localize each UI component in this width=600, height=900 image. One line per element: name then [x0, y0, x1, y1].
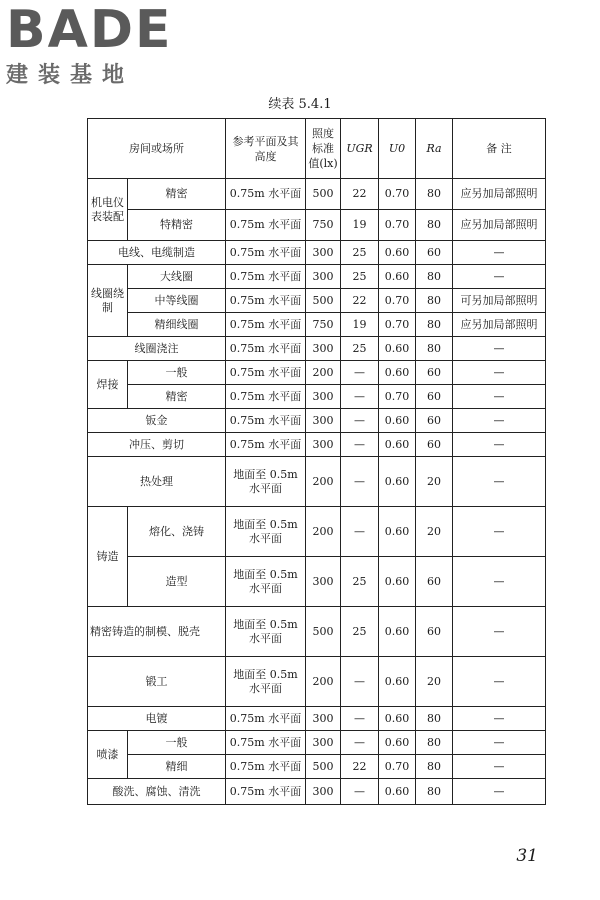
row-remark: —: [453, 265, 546, 289]
row-lux: 200: [306, 361, 341, 385]
row-remark: —: [453, 337, 546, 361]
row-name: 一般: [128, 361, 226, 385]
row-name: 大线圈: [128, 265, 226, 289]
lighting-standard-table: [87, 118, 546, 805]
table-row: [88, 755, 546, 779]
row-u0: 0.60: [379, 557, 416, 607]
row-remark: —: [453, 755, 546, 779]
row-plane: 0.75m 水平面: [226, 707, 306, 731]
row-lux: 300: [306, 265, 341, 289]
row-name: 精细: [128, 755, 226, 779]
row-remark: —: [453, 731, 546, 755]
row-ra: 80: [416, 337, 453, 361]
table-row: [88, 210, 546, 241]
row-lux: 300: [306, 241, 341, 265]
row-lux: 750: [306, 313, 341, 337]
row-plane: 0.75m 水平面: [226, 265, 306, 289]
row-u0: 0.70: [379, 210, 416, 241]
logo-subtitle: 建装基地: [6, 63, 135, 88]
row-u0: 0.60: [379, 731, 416, 755]
row-plane: 地面至 0.5m 水平面: [226, 607, 306, 657]
row-ra: 20: [416, 657, 453, 707]
header-plane: 参考平面及其高度: [226, 119, 306, 179]
row-ugr: 25: [341, 607, 379, 657]
row-remark: —: [453, 557, 546, 607]
row-remark: 应另加局部照明: [453, 179, 546, 210]
row-ugr: 22: [341, 755, 379, 779]
row-name: 熔化、浇铸: [128, 507, 226, 557]
row-plane: 地面至 0.5m 水平面: [226, 657, 306, 707]
row-ugr: —: [341, 731, 379, 755]
row-ra: 80: [416, 210, 453, 241]
row-ugr: 22: [341, 179, 379, 210]
row-ugr: 25: [341, 557, 379, 607]
table-row: [88, 433, 546, 457]
header-remark: 备 注: [453, 119, 546, 179]
row-ra: 60: [416, 433, 453, 457]
table-row: [88, 507, 546, 557]
row-lux: 300: [306, 557, 341, 607]
table-row: [88, 241, 546, 265]
row-ra: 20: [416, 457, 453, 507]
row-ugr: 25: [341, 337, 379, 361]
row-plane: 0.75m 水平面: [226, 409, 306, 433]
row-plane: 0.75m 水平面: [226, 210, 306, 241]
row-plane: 地面至 0.5m 水平面: [226, 557, 306, 607]
row-ugr: —: [341, 433, 379, 457]
table-row: [88, 337, 546, 361]
row-name: 特精密: [128, 210, 226, 241]
row-ra: 60: [416, 385, 453, 409]
row-ra: 60: [416, 557, 453, 607]
header-u0: U0: [379, 119, 416, 179]
row-name: 精密: [128, 179, 226, 210]
row-lux: 300: [306, 707, 341, 731]
row-lux: 300: [306, 337, 341, 361]
row-plane: 地面至 0.5m 水平面: [226, 507, 306, 557]
table-row: [88, 265, 546, 289]
row-lux: 200: [306, 507, 341, 557]
row-u0: 0.60: [379, 607, 416, 657]
row-lux: 750: [306, 210, 341, 241]
table-header-row: [88, 119, 546, 179]
row-u0: 0.60: [379, 779, 416, 805]
row-plane: 0.75m 水平面: [226, 755, 306, 779]
row-remark: 应另加局部照明: [453, 210, 546, 241]
row-ra: 80: [416, 755, 453, 779]
row-ra: 80: [416, 289, 453, 313]
row-u0: 0.70: [379, 755, 416, 779]
table-row: [88, 707, 546, 731]
row-lux: 200: [306, 657, 341, 707]
row-ugr: —: [341, 409, 379, 433]
row-ugr: 25: [341, 265, 379, 289]
row-name: 精密铸造的制模、脱壳: [88, 607, 226, 657]
group-coil-winding: 线圈绕制: [88, 265, 128, 337]
row-ra: 80: [416, 265, 453, 289]
table-row: [88, 179, 546, 210]
row-name: 电线、电缆制造: [88, 241, 226, 265]
row-u0: 0.70: [379, 179, 416, 210]
row-remark: 应另加局部照明: [453, 313, 546, 337]
row-name: 酸洗、腐蚀、清洗: [88, 779, 226, 805]
row-lux: 500: [306, 289, 341, 313]
row-u0: 0.60: [379, 361, 416, 385]
row-plane: 地面至 0.5m 水平面: [226, 457, 306, 507]
row-ugr: —: [341, 779, 379, 805]
row-u0: 0.60: [379, 707, 416, 731]
row-ra: 60: [416, 361, 453, 385]
row-lux: 300: [306, 731, 341, 755]
row-plane: 0.75m 水平面: [226, 289, 306, 313]
row-ugr: 25: [341, 241, 379, 265]
row-ra: 80: [416, 179, 453, 210]
row-ra: 80: [416, 707, 453, 731]
row-u0: 0.70: [379, 313, 416, 337]
row-name: 热处理: [88, 457, 226, 507]
row-ra: 60: [416, 409, 453, 433]
logo: [6, 0, 186, 89]
row-ugr: —: [341, 457, 379, 507]
row-name: 冲压、剪切: [88, 433, 226, 457]
row-name: 中等线圈: [128, 289, 226, 313]
row-plane: 0.75m 水平面: [226, 241, 306, 265]
row-remark: —: [453, 241, 546, 265]
row-ra: 60: [416, 241, 453, 265]
row-plane: 0.75m 水平面: [226, 337, 306, 361]
table-row: [88, 779, 546, 805]
group-instrument-assembly: 机电仪表装配: [88, 179, 128, 241]
row-name: 造型: [128, 557, 226, 607]
table-row: [88, 361, 546, 385]
row-ugr: —: [341, 361, 379, 385]
row-lux: 500: [306, 607, 341, 657]
row-remark: —: [453, 457, 546, 507]
row-plane: 0.75m 水平面: [226, 433, 306, 457]
table-row: [88, 607, 546, 657]
table-row: [88, 385, 546, 409]
row-lux: 500: [306, 179, 341, 210]
table-row: [88, 657, 546, 707]
row-ugr: 19: [341, 313, 379, 337]
row-u0: 0.60: [379, 433, 416, 457]
row-ugr: —: [341, 507, 379, 557]
row-remark: —: [453, 507, 546, 557]
row-lux: 300: [306, 779, 341, 805]
row-remark: —: [453, 657, 546, 707]
table-row: [88, 409, 546, 433]
row-plane: 0.75m 水平面: [226, 385, 306, 409]
row-u0: 0.70: [379, 289, 416, 313]
row-lux: 500: [306, 755, 341, 779]
row-ra: 60: [416, 607, 453, 657]
row-remark: —: [453, 607, 546, 657]
row-remark: —: [453, 385, 546, 409]
table-row: [88, 731, 546, 755]
row-remark: —: [453, 433, 546, 457]
row-ra: 80: [416, 313, 453, 337]
row-u0: 0.60: [379, 241, 416, 265]
row-lux: 300: [306, 409, 341, 433]
row-remark: —: [453, 361, 546, 385]
row-ugr: 22: [341, 289, 379, 313]
row-name: 一般: [128, 731, 226, 755]
row-plane: 0.75m 水平面: [226, 361, 306, 385]
row-name: 线圈浇注: [88, 337, 226, 361]
row-ugr: —: [341, 385, 379, 409]
row-remark: —: [453, 409, 546, 433]
row-name: 锻工: [88, 657, 226, 707]
row-u0: 0.60: [379, 457, 416, 507]
row-plane: 0.75m 水平面: [226, 313, 306, 337]
row-plane: 0.75m 水平面: [226, 731, 306, 755]
header-ugr: UGR: [341, 119, 379, 179]
table-row: [88, 557, 546, 607]
row-name: 钣金: [88, 409, 226, 433]
row-ugr: —: [341, 657, 379, 707]
header-ra: Ra: [416, 119, 453, 179]
row-u0: 0.60: [379, 265, 416, 289]
row-name: 精细线圈: [128, 313, 226, 337]
table-row: [88, 313, 546, 337]
table-row: [88, 457, 546, 507]
row-lux: 200: [306, 457, 341, 507]
row-remark: —: [453, 779, 546, 805]
row-plane: 0.75m 水平面: [226, 779, 306, 805]
group-casting: 铸造: [88, 507, 128, 607]
row-u0: 0.60: [379, 409, 416, 433]
row-name: 精密: [128, 385, 226, 409]
row-ra: 80: [416, 779, 453, 805]
row-remark: —: [453, 707, 546, 731]
group-welding: 焊接: [88, 361, 128, 409]
row-lux: 300: [306, 433, 341, 457]
group-spraying: 喷漆: [88, 731, 128, 779]
header-lux: 照度标准值(lx): [306, 119, 341, 179]
row-ra: 20: [416, 507, 453, 557]
row-u0: 0.60: [379, 657, 416, 707]
row-u0: 0.60: [379, 337, 416, 361]
row-u0: 0.60: [379, 507, 416, 557]
row-lux: 300: [306, 385, 341, 409]
row-name: 电镀: [88, 707, 226, 731]
row-u0: 0.70: [379, 385, 416, 409]
row-ugr: —: [341, 707, 379, 731]
row-plane: 0.75m 水平面: [226, 179, 306, 210]
logo-brand: BADE: [6, 0, 173, 60]
table-row: [88, 289, 546, 313]
page-number: 31: [516, 846, 538, 866]
table-caption: 续表 5.4.1: [268, 97, 332, 112]
row-ra: 80: [416, 731, 453, 755]
row-ugr: 19: [341, 210, 379, 241]
header-place: 房间或场所: [88, 119, 226, 179]
row-remark: 可另加局部照明: [453, 289, 546, 313]
